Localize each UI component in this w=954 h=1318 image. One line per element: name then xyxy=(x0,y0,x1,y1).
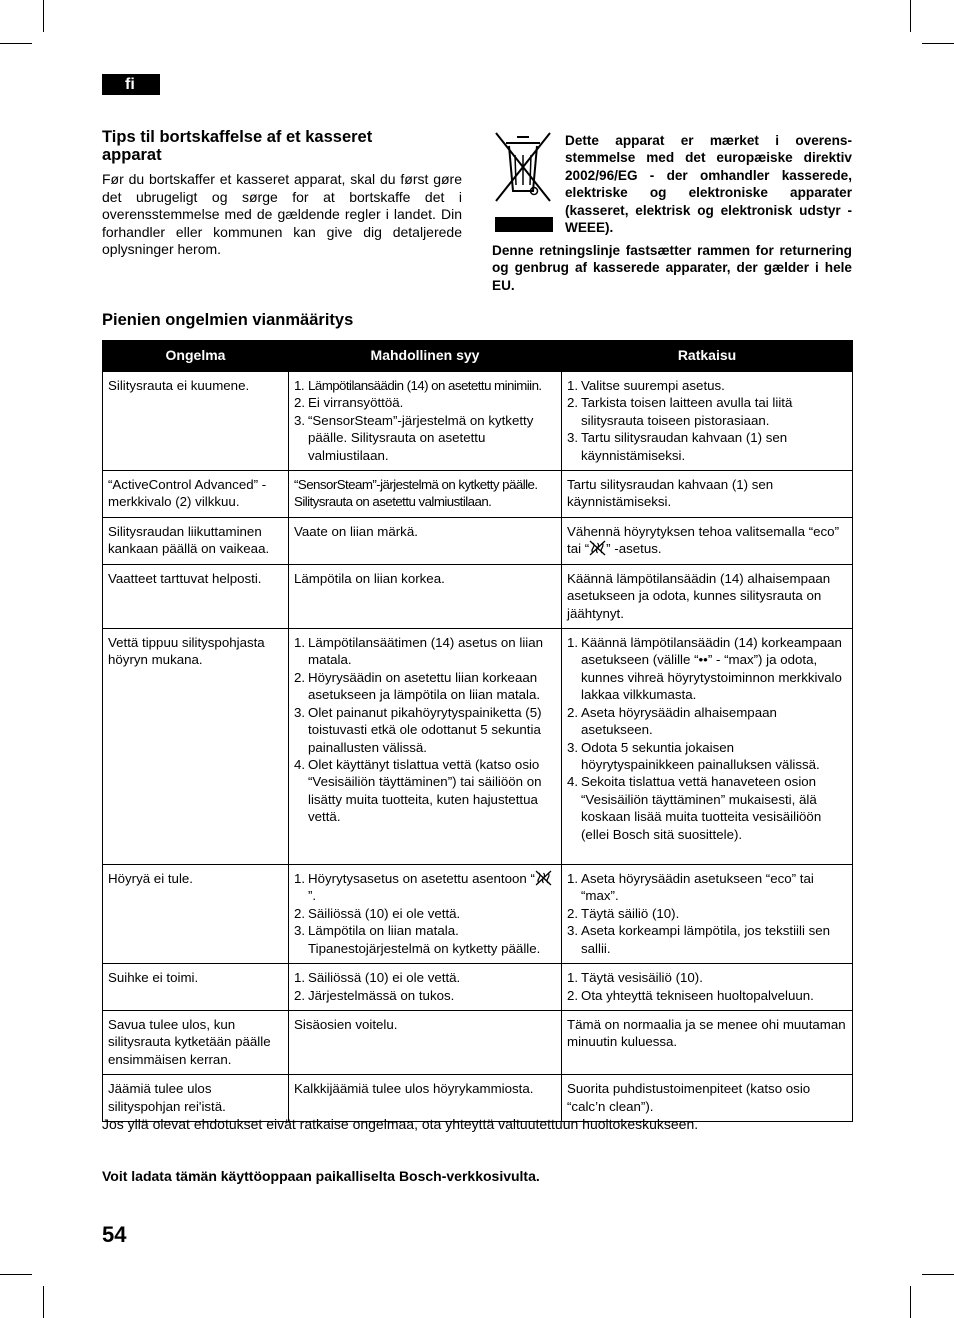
cause-cell: “SensorSteam”-järjestelmä on kytketty päälle. Silitysrauta on asetettu valmiustilaan. xyxy=(289,471,562,518)
solution-cell xyxy=(562,372,853,471)
table-row xyxy=(103,517,853,564)
solution-cell xyxy=(562,629,853,865)
header-solution: Ratkaisu xyxy=(562,341,853,372)
crop-mark xyxy=(910,1286,911,1318)
list-item: 2. Säiliössä (10) ei ole vettä. xyxy=(294,905,461,921)
table-row xyxy=(103,865,853,964)
disposal-title: Tips til bortskaffelse af et kasseret apparat xyxy=(102,128,373,164)
problem-cell: Jäämiä tulee ulos silityspohjan rei'istä. xyxy=(103,1075,289,1122)
cause-cell: Sisäosien voitelu. xyxy=(289,1010,562,1074)
service-center-note: Jos yllä olevat ehdotukset eivät ratkaise ongelmaa, ota yhteyttä valtuutettuun huoltokeskukseen. xyxy=(102,1116,699,1132)
crop-mark xyxy=(43,0,44,32)
header-cause: Mahdollinen syy xyxy=(289,341,562,372)
list-item: 1. Täytä vesisäiliö (10). xyxy=(567,970,703,986)
solution-cell: Tartu silitysraudan kahvaan (1) sen käynnistämiseksi. xyxy=(562,471,853,518)
weee-text: Dette apparat er mærket i overens-stemmelse med det europæiske direktiv 2002/96/EG - der omhandler kasserede, elektriske og elektroniske apparater (kasseret, elektrisk og elektronisk udstyr - WEEE). xyxy=(565,133,852,236)
solution-cell: Suorita puhdistustoimenpiteet (katso osio “calc’n clean”). xyxy=(562,1075,853,1122)
table-header-row xyxy=(103,341,853,372)
list-item: 1. Säiliössä (10) ei ole vettä. xyxy=(294,970,461,986)
solution-cell: Vähennä höyrytyksen tehoa valitsemalla “eco” tai “ ” -asetus. xyxy=(562,517,853,564)
problem-cell: “ActiveControl Advanced” -merkkivalo (2) vilkkuu. xyxy=(103,471,289,518)
cause-cell: Vaate on liian märkä. xyxy=(289,517,562,564)
cause-cell: Lämpötila on liian korkea. xyxy=(289,564,562,628)
problem-cell: Silitysraudan liikuttaminen kankaan päällä on vaikeaa. xyxy=(103,517,289,564)
list-item: 1. Aseta höyrysäädin asetukseen “eco” tai “max”. xyxy=(567,871,814,904)
cause-cell xyxy=(289,865,562,964)
list-item: 3. Odota 5 sekuntia jokaisen höyrytyspainikkeen painalluksen välissä. xyxy=(567,739,820,772)
problem-cell: Vaatteet tarttuvat helposti. xyxy=(103,564,289,628)
cause-cell: Kalkkijäämiä tulee ulos höyrykammiosta. xyxy=(289,1075,562,1122)
problem-cell: Savua tulee ulos, kun silitysrauta kytketään päälle ensimmäisen kerran. xyxy=(103,1010,289,1074)
crossed-out-wheelie-bin-icon xyxy=(492,131,554,235)
disposal-text: Før du bortskaffer et kasseret apparat, skal du først gøre det ubrugeligt og sørge for at bortskaffe det i overensstemmelse med de gældende regler i landet. Din forhandler eller kommunen kan give dig detaljerede oplysninger herom. xyxy=(102,171,462,258)
list-item: 2. Järjestelmässä on tukos. xyxy=(294,987,455,1003)
list-item: 2. Täytä säiliö (10). xyxy=(567,905,680,921)
page-number: 54 xyxy=(102,1222,127,1247)
list-item: 4. Sekoita tislattua vettä hanaveteen osion “Vesisäiliön täyttäminen” mukaisesti, älä koskaan lisää muita tuotteita vesisäiliöön (ellei Bosch sitä suosittele). xyxy=(567,774,822,842)
list-item: 2. Höyrysäädin on asetettu liian korkeaan asetukseen ja lämpötila on liian matala. xyxy=(294,669,541,703)
list-item: 3. Tartu silitysraudan kahvaan (1) sen käynnistämiseksi. xyxy=(567,430,788,463)
table-row xyxy=(103,564,853,628)
list-item: 1. Höyrytysasetus on asetettu asentoon “”. xyxy=(294,870,556,905)
solution-cell: Käännä lämpötilansäädin (14) alhaisempaan asetukseen ja odota, kunnes silitysrauta on jäähtynyt. xyxy=(562,564,853,628)
list-item: 2. Tarkista toisen laitteen avulla tai liitä silitysrauta toiseen pistorasiaan. xyxy=(567,395,793,428)
list-item: 3. Olet painanut pikahöyrytyspainiketta (5) toistuvasti etkä ole odottanut 5 sekuntia painallusten välissä. xyxy=(294,704,542,755)
language-badge: fi xyxy=(102,74,160,95)
troubleshooting-title: Pienien ongelmien vianmääritys xyxy=(102,311,354,329)
list-item: 1. Lämpötilansäätimen (14) asetus on liian matala. xyxy=(294,635,544,668)
problem-cell: Suihke ei toimi. xyxy=(103,964,289,1011)
table-row xyxy=(103,964,853,1011)
list-item: 3. “SensorSteam”-järjestelmä on kytketty päälle. Silitysrauta on asetettu valmiustilaan. xyxy=(294,412,534,463)
table-row xyxy=(103,372,853,471)
list-item: 2. Ei virransyöttöä. xyxy=(294,395,404,411)
list-item: 3. Aseta korkeampi lämpötila, jos tekstiili sen sallii. xyxy=(567,923,831,956)
no-steam-icon xyxy=(589,540,606,556)
weee-directive-text: Denne retningslinje fastsætter rammen for returnering og genbrug af kasserede apparater, der gælder i hele EU. xyxy=(492,243,852,293)
list-item: 2. Ota yhteyttä tekniseen huoltopalveluun. xyxy=(567,987,814,1003)
cause-cell xyxy=(289,372,562,471)
crop-mark xyxy=(922,43,954,44)
crop-mark xyxy=(910,0,911,32)
download-note: Voit ladata tämän käyttöoppaan paikalliselta Bosch-verkkosivulta. xyxy=(102,1168,540,1184)
list-item: 1. Valitse suurempi asetus. xyxy=(567,378,725,393)
solution-cell xyxy=(562,865,853,964)
crop-mark xyxy=(0,1274,32,1275)
list-item: 1. Käännä lämpötilansäädin (14) korkeampaan asetukseen (välille “••” - “max”) ja odota, kunnes vihreä höyrytystoiminnon merkkivalo lakkaa vilkkumasta. xyxy=(567,635,842,703)
troubleshooting-table xyxy=(102,340,853,1122)
solution-cell xyxy=(562,964,853,1011)
crop-mark xyxy=(922,1274,954,1275)
cause-cell xyxy=(289,629,562,865)
list-item: 1. Lämpötilansäädin (14) on asetettu minimiin. xyxy=(294,378,542,393)
problem-cell: Vettä tippuu silityspohjasta höyryn mukana. xyxy=(103,629,289,865)
problem-cell: Silitysrauta ei kuumene. xyxy=(103,372,289,471)
table-row xyxy=(103,1010,853,1074)
table-row xyxy=(103,471,853,518)
header-problem: Ongelma xyxy=(103,341,289,372)
list-item: 2. Aseta höyrysäädin alhaisempaan asetukseen. xyxy=(567,704,777,738)
table-row xyxy=(103,1075,853,1122)
table-row xyxy=(103,629,853,865)
problem-cell: Höyryä ei tule. xyxy=(103,865,289,964)
crop-mark xyxy=(0,43,32,44)
list-item: 4. Olet käyttänyt tislattua vettä (katso osio “Vesisäiliön täyttäminen”) tai säiliöön on lisätty muita tuotteita, kuten hajustettua vettä. xyxy=(294,756,542,825)
no-steam-icon xyxy=(535,870,552,886)
list-item: 3. Lämpötila on liian matala. Tipanestojärjestelmä on kytketty päälle. xyxy=(294,923,541,956)
cause-cell xyxy=(289,964,562,1011)
solution-cell: Tämä on normaalia ja se menee ohi muutaman minuutin kuluessa. xyxy=(562,1010,853,1074)
crop-mark xyxy=(43,1286,44,1318)
